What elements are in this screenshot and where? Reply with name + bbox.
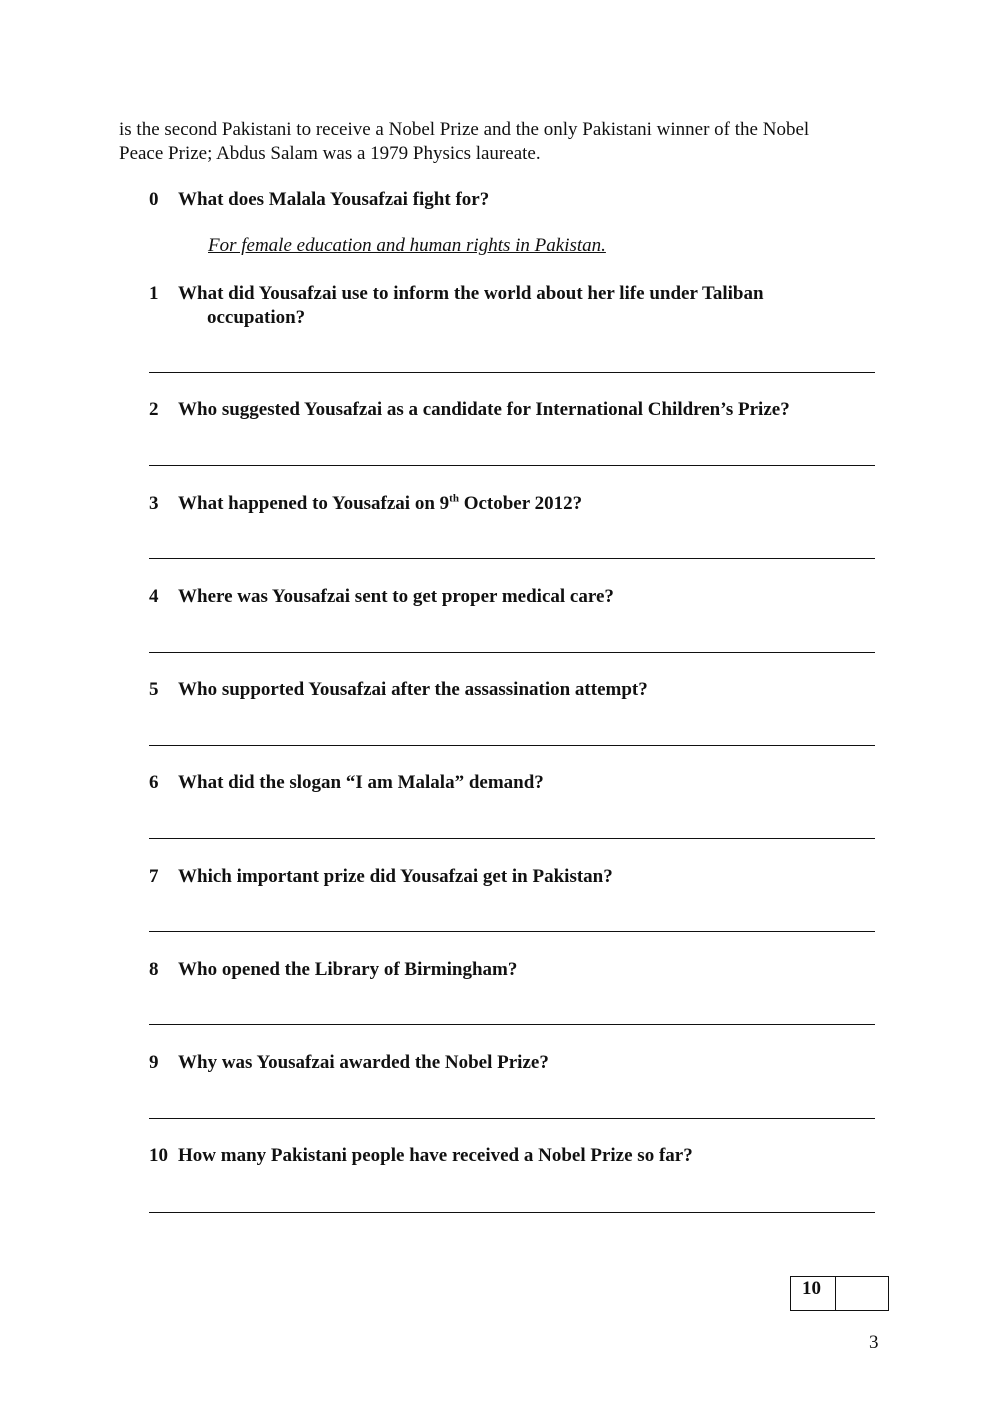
- question-text: Why was Yousafzai awarded the Nobel Prize?: [178, 1052, 549, 1073]
- score-box: [790, 1276, 889, 1311]
- question-text: What did the slogan “I am Malala” demand?: [178, 772, 544, 793]
- question-text: Where was Yousafzai sent to get proper medical care?: [178, 586, 614, 607]
- question-text: What does Malala Yousafzai fight for?: [178, 189, 490, 210]
- answer-line-4[interactable]: [149, 652, 875, 653]
- question-text: Who opened the Library of Birmingham?: [178, 959, 518, 980]
- answer-line-2[interactable]: [149, 465, 875, 466]
- question-text: How many Pakistani people have received a Nobel Prize so far?: [178, 1145, 693, 1166]
- score-total: 10: [791, 1277, 836, 1310]
- intro-line-1: is the second Pakistani to receive a Nobel Prize and the only Pakistani winner of the Nobel: [119, 119, 810, 140]
- question-number: 4: [149, 586, 159, 607]
- question-1: [149, 282, 879, 330]
- answer-line-7[interactable]: [149, 931, 875, 932]
- question-text-after: October 2012?: [458, 493, 583, 514]
- question-number: 8: [149, 959, 159, 980]
- question-8: [149, 958, 879, 982]
- intro-line-2: Peace Prize; Abdus Salam was a 1979 Physics laureate.: [119, 143, 541, 164]
- question-5: [149, 678, 879, 702]
- answer-line-3[interactable]: [149, 558, 875, 559]
- question-text: Which important prize did Yousafzai get in Pakistan?: [178, 866, 613, 887]
- question-2: [149, 398, 879, 422]
- question-number: 7: [149, 866, 159, 887]
- answer-line-6[interactable]: [149, 838, 875, 839]
- question-number: 3: [149, 493, 159, 514]
- question-text-before: What happened to Yousafzai on 9: [178, 493, 450, 514]
- answer-line-5[interactable]: [149, 745, 875, 746]
- question-7: [149, 865, 879, 889]
- question-4: [149, 585, 879, 609]
- answer-line-8[interactable]: [149, 1024, 875, 1025]
- question-10: [149, 1144, 879, 1168]
- question-number: 9: [149, 1052, 159, 1073]
- question-text-line-2: occupation?: [207, 307, 306, 328]
- ordinal-suffix: th: [449, 492, 459, 505]
- question-9: [149, 1051, 879, 1075]
- page-number: 3: [869, 1332, 879, 1353]
- question-text: Who supported Yousafzai after the assassination attempt?: [178, 679, 648, 700]
- answer-line-10[interactable]: [149, 1212, 875, 1213]
- question-number: 2: [149, 399, 159, 420]
- question-6: [149, 771, 879, 795]
- answer-line-9[interactable]: [149, 1118, 875, 1119]
- question-number: 5: [149, 679, 159, 700]
- intro-paragraph: [119, 118, 879, 166]
- question-text-line-1: What did Yousafzai use to inform the world about her life under Taliban: [178, 283, 764, 304]
- score-earned-field[interactable]: [836, 1277, 888, 1310]
- question-number: 0: [149, 189, 159, 210]
- example-answer: For female education and human rights in Pakistan.: [208, 235, 606, 256]
- question-text: Who suggested Yousafzai as a candidate for International Children’s Prize?: [178, 399, 790, 420]
- question-number: 10: [149, 1145, 168, 1166]
- question-number: 6: [149, 772, 159, 793]
- answer-line-1[interactable]: [149, 372, 875, 373]
- question-number: 1: [149, 283, 159, 304]
- question-3: [149, 492, 879, 516]
- example-question: [149, 188, 879, 212]
